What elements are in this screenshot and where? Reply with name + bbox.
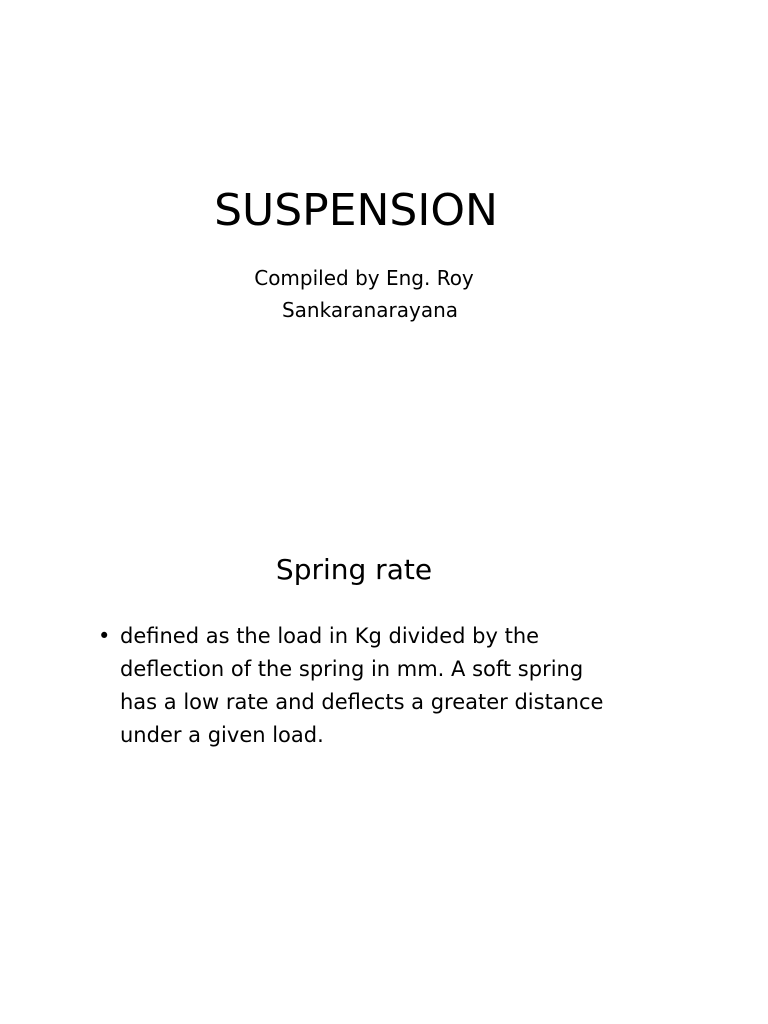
title-slide (0, 0, 768, 500)
slide-heading (0, 550, 768, 590)
content-slide (0, 500, 768, 1024)
bullet-list (98, 620, 618, 752)
slide-title (0, 184, 768, 238)
slide-title-text: SUSPENSION (214, 185, 498, 236)
subtitle-line: Compiled by Eng. Roy (254, 266, 474, 290)
bullet-text: defined as the load in Kg divided by the deflection of the spring in mm. A soft spring has a low rate and deflects a greater distance under a given load. (120, 624, 604, 747)
subtitle-line: Sankaranarayana (281, 298, 459, 322)
slide-subtitle (0, 262, 768, 326)
slide-heading-text: Spring rate (275, 553, 433, 586)
bullet-item (98, 620, 618, 752)
bullet-dot-icon: • (98, 624, 111, 648)
